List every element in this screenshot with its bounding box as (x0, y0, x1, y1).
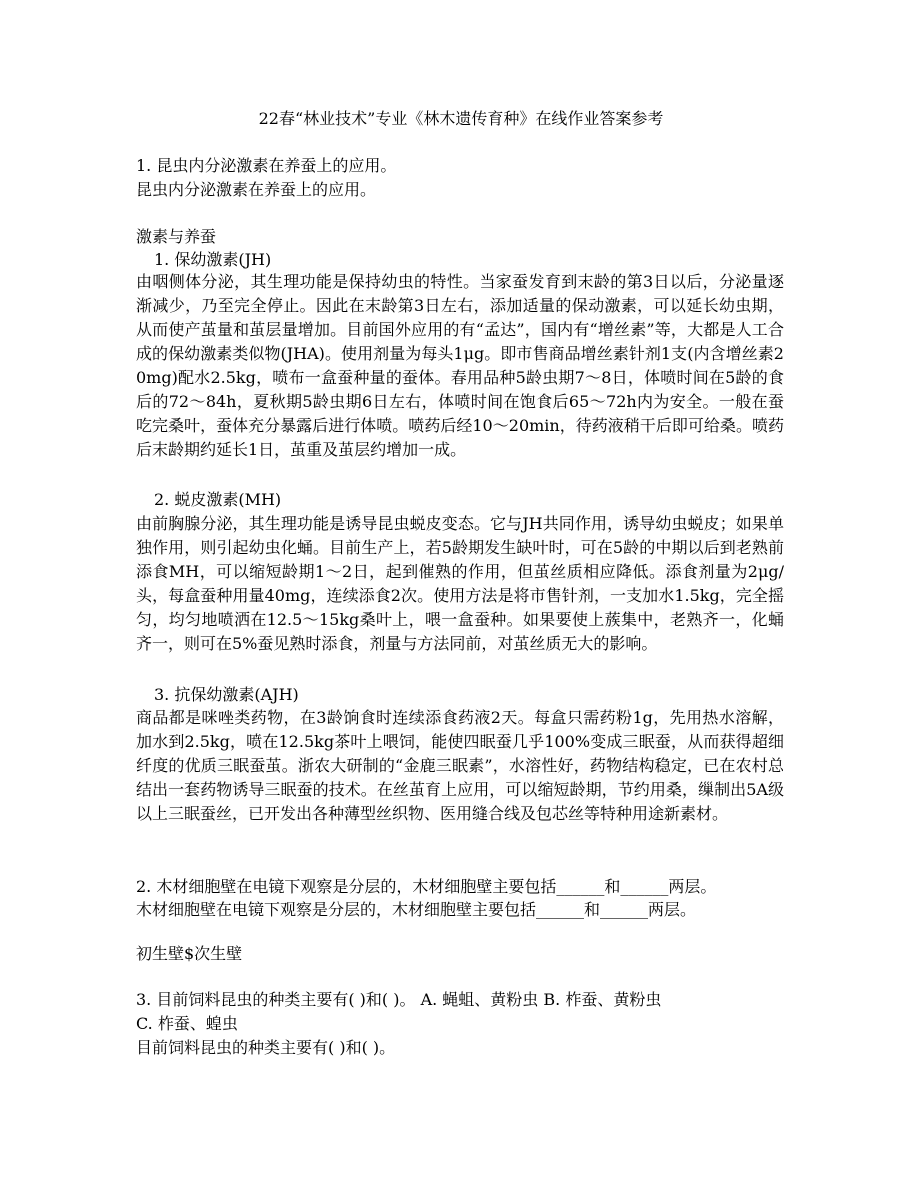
item-1-heading: 1. 保幼激素(JH) (154, 250, 272, 269)
question-1: 1. 昆虫内分泌激素在养蚕上的应用。 (136, 156, 397, 175)
question-2-answer: 初生壁$次生壁 (136, 944, 243, 963)
item-3-body: 商品都是咪唑类药物，在3龄饷食时连续添食药液2天。每盒只需药粉1g，先用热水溶解，加水到2.5kg，喷在12.5kg茶叶上喂饲，能使四眠蚕几乎100%变成三眠蚕，从而获得超细纤度的优质三眠蚕茧。浙农大研制的“金鹿三眠素”，水溶性好，药物结构稳定，已在农村总结出一套药物诱导三眠蚕的技术。在丝茧育上应用，可以缩短龄期，节约用桑，缫制出5A级以上三眠蚕丝，已开发出各种薄型丝织物、医用缝合线及包芯丝等特种用途新素材。 (136, 708, 784, 823)
question-2-restated: 木材细胞壁在电镜下观察是分层的，木材细胞壁主要包括______和______两层。 (136, 900, 697, 919)
question-3: 3. 目前饲料昆虫的种类主要有( )和( )。 A. 蝇蛆、黄粉虫 B. 柞蚕、黄粉虫 (136, 990, 662, 1009)
section-heading: 激素与养蚕 (136, 227, 217, 246)
document-title: 22春“林业技术”专业《林木遗传育种》在线作业答案参考 (258, 109, 664, 128)
item-1-body: 由咽侧体分泌，其生理功能是保持幼虫的特性。当家蚕发育到末龄的第3日以后，分泌量逐渐减少，乃至完全停止。因此在末龄第3日左右，添加适量的保动激素，可以延长幼虫期，从而使产茧量和茧层量增加。目前国外应用的有“孟达”，国内有“增丝素”等，大都是人工合成的保幼激素类似物(JHA)。使用剂量为每头1μg。即市售商品增丝素针剂1支(内含增丝素20mg)配水2.5kg，喷布一盒蚕种量的蚕体。春用品种5龄虫期7～8日，体喷时间在5龄的食后的72～84h，夏秋期5龄虫期6日左右，体喷时间在饱食后65～72h内为安全。一般在蚕吃完桑叶，蚕体充分暴露后进行体喷。喷药后经10～20min，待药液稍干后即可给桑。喷药后末龄期约延长1日，茧重及茧层约增加一成。 (136, 272, 784, 459)
question-3-restated: 目前饲料昆虫的种类主要有( )和( )。 (136, 1038, 396, 1057)
item-2-body: 由前胸腺分泌，其生理功能是诱导昆虫蜕皮变态。它与JH共同作用，诱导幼虫蜕皮；如果单独作用，则引起幼虫化蛹。目前生产上，若5龄期发生缺叶时，可在5龄的中期以后到老熟前添食MH，可以缩短龄期1～2日，起到催熟的作用，但茧丝质相应降低。添食剂量为2μg/头，每盒蚕种用量40mg，连续添食2次。使用方法是将市售针剂，一支加水1.5kg，完全摇匀，均匀地喷洒在12.5～15kg桑叶上，喂一盒蚕种。如果要使上蔟集中，老熟齐一，化蛹齐一，则可在5%蚕见熟时添食，剂量与方法同前，对茧丝质无大的影响。 (136, 514, 784, 653)
question-2: 2. 木材细胞壁在电镜下观察是分层的，木材细胞壁主要包括______和______两层。 (136, 877, 717, 896)
item-3-heading: 3. 抗保幼激素(AJH) (154, 685, 299, 704)
question-3-option-c: C. 柞蚕、蝗虫 (136, 1014, 238, 1033)
item-2-heading: 2. 蜕皮激素(MH) (154, 490, 282, 509)
question-1-restated: 昆虫内分泌激素在养蚕上的应用。 (136, 180, 377, 199)
